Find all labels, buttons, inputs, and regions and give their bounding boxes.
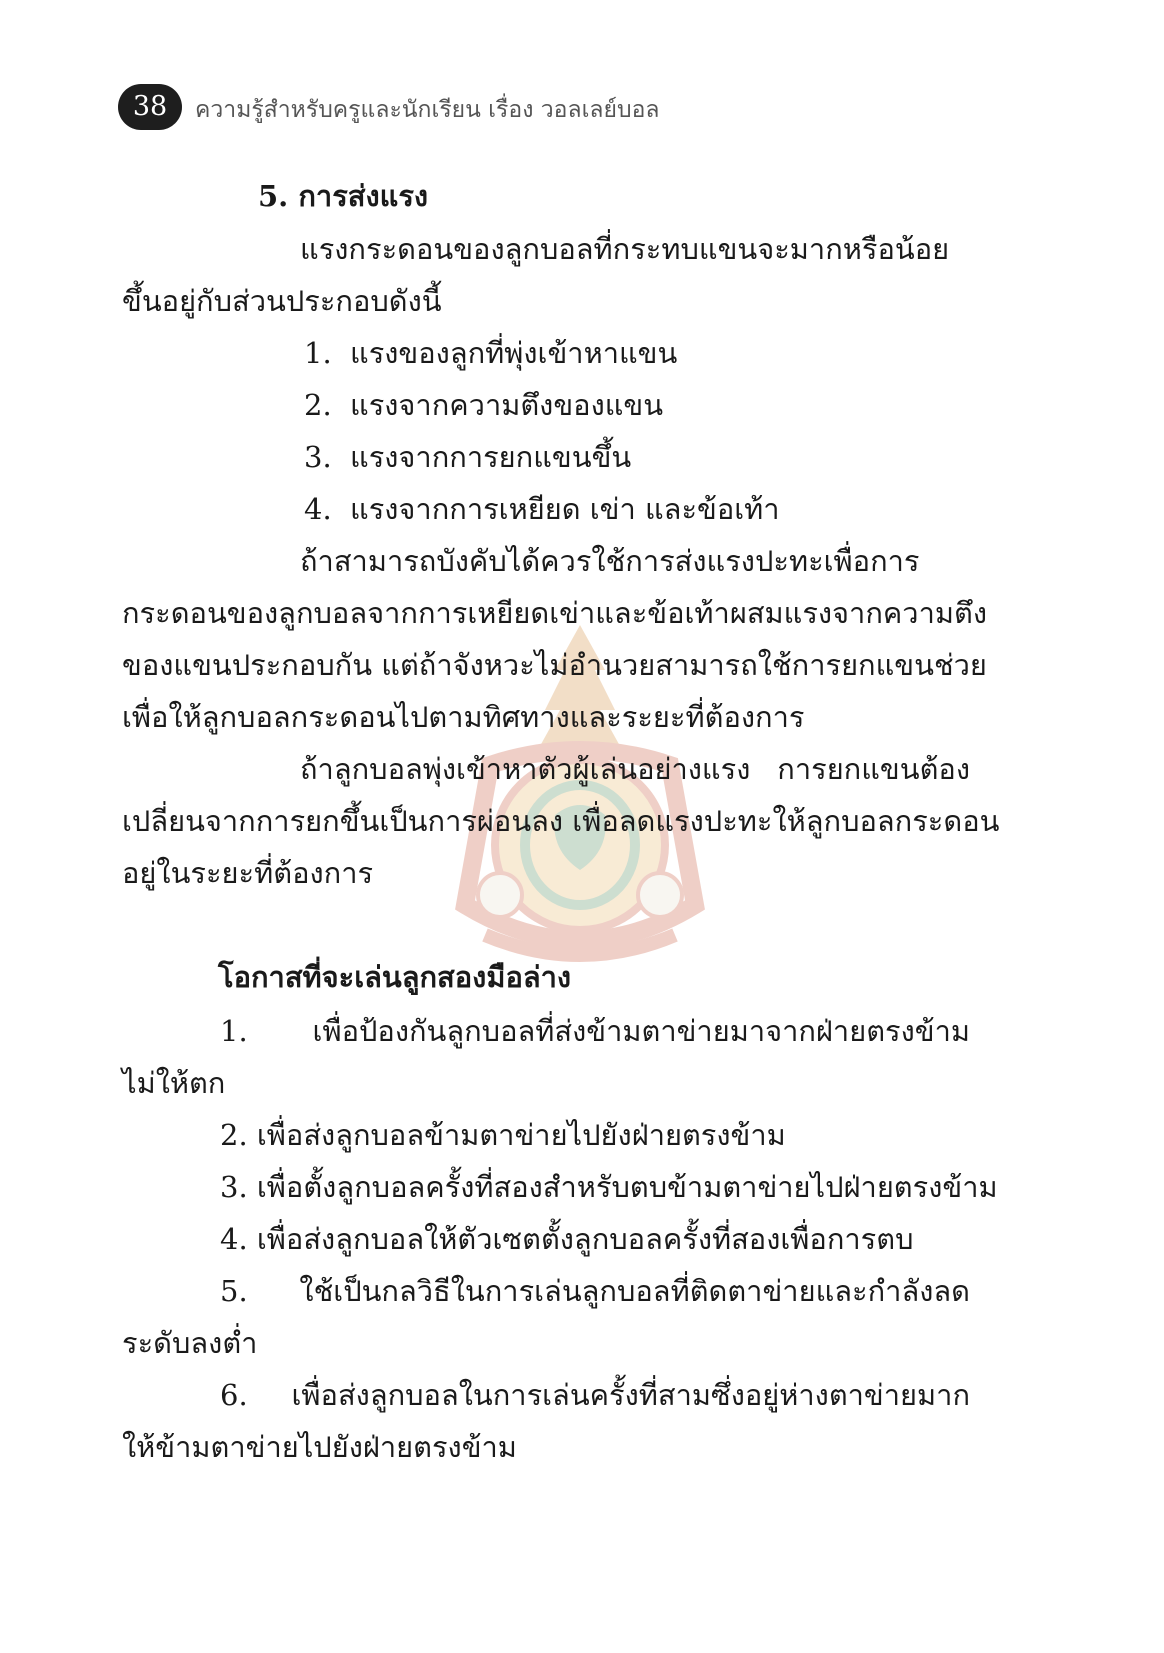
list-item-number: 1. [304, 336, 332, 370]
list-item-continuation: ให้ข้ามตาข่ายไปยังฝ่ายตรงข้าม [122, 1430, 517, 1464]
page-number-badge: 38 [118, 84, 182, 130]
list-item-text: แรงจากความตึงของแขน [350, 388, 664, 422]
paragraph-line: ขึ้นอยู่กับส่วนประกอบดังนี้ [122, 284, 442, 318]
list-item-text: แรงจากการเหยียด เข่า และข้อเท้า [350, 492, 780, 526]
list-item: 3. เพื่อตั้งลูกบอลครั้งที่สองสำหรับตบข้ามตาข่ายไปฝ่ายตรงข้าม [220, 1170, 998, 1204]
paragraph-line: แรงกระดอนของลูกบอลที่กระทบแขนจะมากหรือน้อย [300, 232, 950, 266]
paragraph-line: เพื่อให้ลูกบอลกระดอนไปตามทิศทางและระยะที่ต้องการ [122, 700, 805, 734]
running-title: ความรู้สำหรับครูและนักเรียน เรื่อง วอลเลย์บอล [195, 97, 660, 123]
list-item-number: 2. [304, 388, 332, 422]
paragraph-line: ถ้าลูกบอลพุ่งเข้าหาตัวผู้เล่นอย่างแรง การยกแขนต้อง [300, 752, 970, 786]
paragraph-line: อยู่ในระยะที่ต้องการ [122, 856, 374, 890]
section-heading: โอกาสที่จะเล่นลูกสองมือล่าง [218, 960, 572, 994]
list-item-continuation: ไม่ให้ตก [122, 1066, 226, 1100]
section-heading: 5. การส่งแรง [258, 179, 429, 213]
list-item: 5. ใช้เป็นกลวิธีในการเล่นลูกบอลที่ติดตาข่ายและกำลังลด [220, 1274, 970, 1308]
paragraph-line: ของแขนประกอบกัน แต่ถ้าจังหวะไม่อำนวยสามารถใช้การยกแขนช่วย [122, 648, 987, 682]
paragraph-line: เปลี่ยนจากการยกขึ้นเป็นการผ่อนลง เพื่อลดแรงปะทะให้ลูกบอลกระดอน [122, 804, 1000, 838]
list-item-text: แรงจากการยกแขนขึ้น [350, 440, 632, 474]
paragraph-line: ถ้าสามารถบังคับได้ควรใช้การส่งแรงปะทะเพื่อการ [300, 544, 920, 578]
list-item-number: 3. [304, 440, 332, 474]
list-item-number: 4. [304, 492, 332, 526]
list-item [304, 437, 631, 477]
list-item: 6. เพื่อส่งลูกบอลในการเล่นครั้งที่สามซึ่งอยู่ห่างตาข่ายมาก [220, 1378, 970, 1412]
list-item-text: แรงของลูกที่พุ่งเข้าหาแขน [350, 336, 678, 370]
list-item: 4. เพื่อส่งลูกบอลให้ตัวเซตตั้งลูกบอลครั้งที่สองเพื่อการตบ [220, 1222, 914, 1256]
list-item: 1. เพื่อป้องกันลูกบอลที่ส่งข้ามตาข่ายมาจากฝ่ายตรงข้าม [220, 1014, 970, 1048]
list-item [304, 489, 780, 529]
list-item [304, 333, 677, 373]
paragraph-line: กระดอนของลูกบอลจากการเหยียดเข่าและข้อเท้าผสมแรงจากความตึง [122, 596, 987, 630]
list-item-continuation: ระดับลงต่ำ [122, 1326, 258, 1360]
list-item [304, 385, 663, 425]
list-item: 2. เพื่อส่งลูกบอลข้ามตาข่ายไปยังฝ่ายตรงข้าม [220, 1118, 786, 1152]
